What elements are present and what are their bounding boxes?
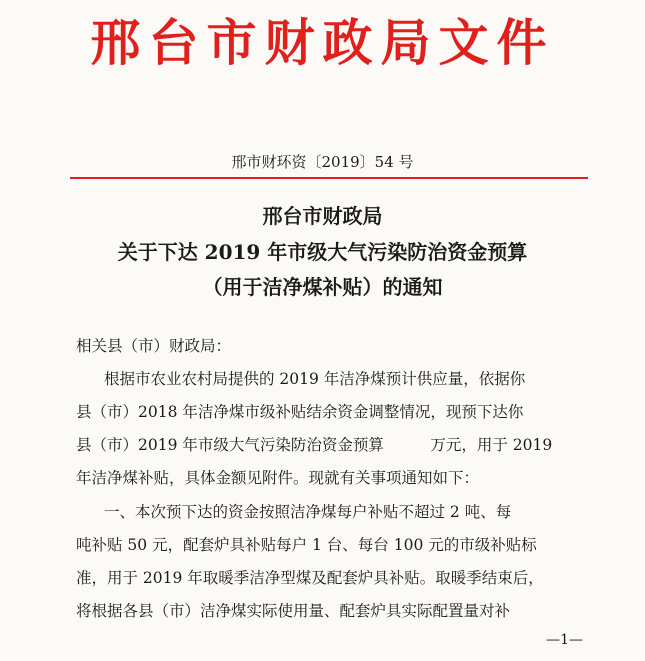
page-number: —1— bbox=[546, 632, 583, 648]
salutation: 相关县（市）财政局： bbox=[76, 337, 232, 355]
title-line-3: （用于洁净煤补贴）的通知 bbox=[202, 275, 443, 299]
body-line: 根据市农业农村局提供的 2019 年洁净煤预计供应量，依据你 bbox=[104, 370, 526, 388]
title-line-1: 邢台市财政局 bbox=[262, 204, 383, 228]
body-line: 准，用于 2019 年取暖季洁净型煤及配套炉具补贴。取暖季结束后， bbox=[76, 569, 544, 587]
body-line: 县（市）2018 年洁净煤市级补贴结余资金调整情况，现预下达你 bbox=[76, 403, 524, 421]
body-line: 一、本次预下达的资金按照洁净煤每户补贴不超过 2 吨、每 bbox=[104, 503, 512, 521]
masthead-title: 邢台市财政局文件 bbox=[90, 13, 555, 72]
red-divider-line bbox=[70, 177, 588, 179]
body-line: 吨补贴 50 元，配套炉具补贴每户 1 台、每台 100 元的市级补贴标 bbox=[76, 536, 537, 554]
body-line: 县（市）2019 年市级大气污染防治资金预算 万元，用于 2019 bbox=[76, 436, 553, 454]
body-line: 将根据各县（市）洁净煤实际使用量、配套炉具实际配置量对补 bbox=[76, 602, 511, 620]
title-line-2: 关于下达 2019 年市级大气污染防治资金预算 bbox=[117, 240, 528, 264]
document-number: 邢市财环资〔2019〕54 号 bbox=[231, 153, 414, 171]
body-line: 年洁净煤补贴，具体金额见附件。现就有关事项通知如下： bbox=[76, 469, 480, 487]
